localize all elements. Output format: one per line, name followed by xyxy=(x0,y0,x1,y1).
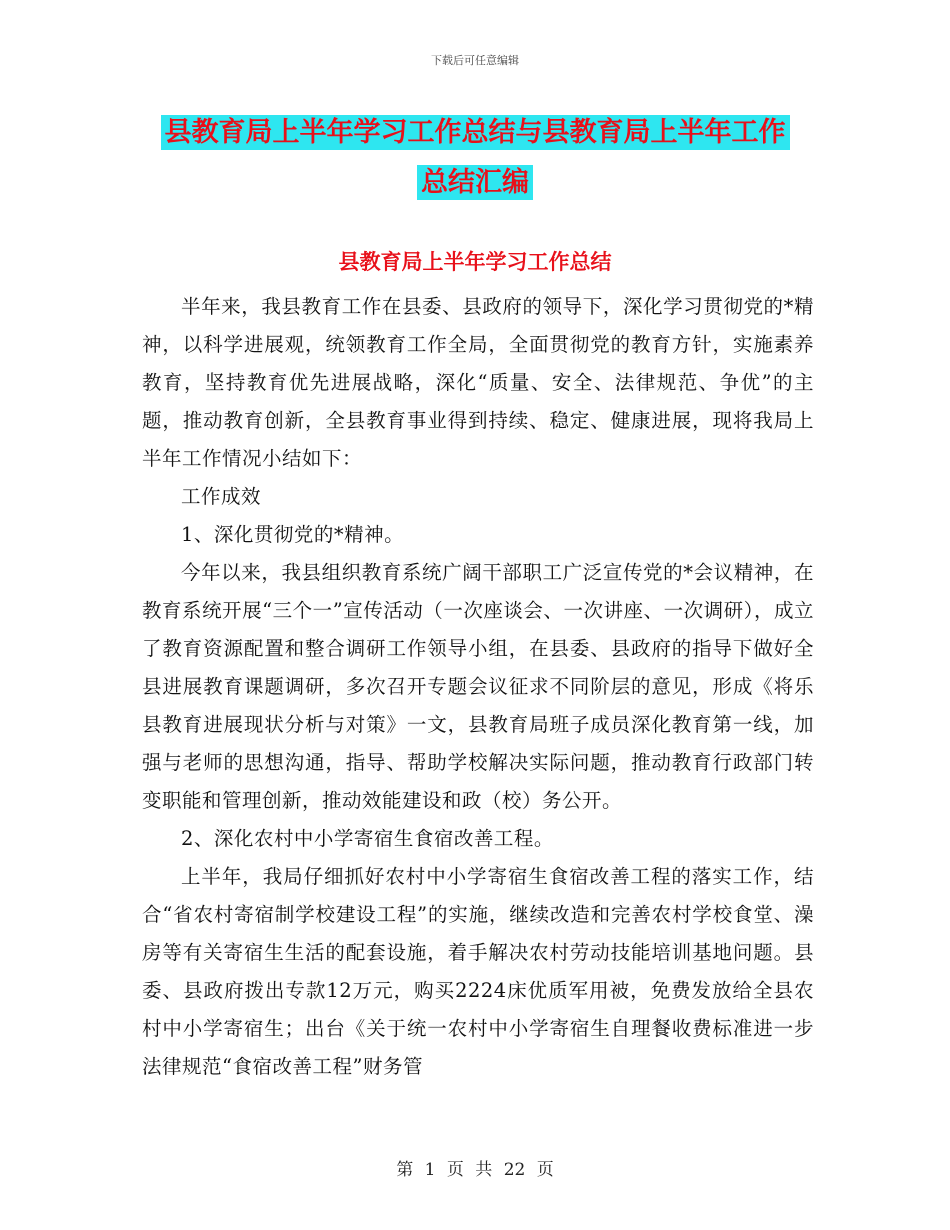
document-body xyxy=(142,288,814,1086)
document-title xyxy=(140,108,810,208)
body-paragraph: 半年来，我县教育工作在县委、县政府的领导下，深化学习贯彻党的*精神，以科学进展观，统领教育工作全局，全面贯彻党的教育方针，实施素养教育，坚持教育优先进展战略，深化“质量、安全、法律规范、争优”的主题，推动教育创新，全县教育事业得到持续、稳定、健康进展，现将我局上半年工作情况小结如下： xyxy=(142,295,814,470)
document-title-line-2: 总结汇编 xyxy=(417,165,533,200)
header-note: 下载后可任意编辑 xyxy=(431,54,519,67)
page-number: 第 1 页 共 22 页 xyxy=(396,1160,554,1180)
document-title-line-1: 县教育局上半年学习工作总结与县教育局上半年工作 xyxy=(161,115,790,150)
body-paragraph: 今年以来，我县组织教育系统广阔干部职工广泛宣传党的*会议精神，在教育系统开展“三个一”宣传活动（一次座谈会、一次讲座、一次调研），成立了教育资源配置和整合调研工作领导小组，在县委、县政府的指导下做好全县进展教育课题调研，多次召开专题会议征求不同阶层的意见，形成《将乐县教育进展现状分析与对策》一文，县教育局班子成员深化教育第一线，加强与老师的思想沟通，指导、帮助学校解决实际问题，推动教育行政部门转变职能和管理创新，推动效能建设和政（校）务公开。 xyxy=(142,561,814,812)
body-paragraph: 1、深化贯彻党的*精神。 xyxy=(181,523,405,546)
body-paragraph: 上半年，我局仔细抓好农村中小学寄宿生食宿改善工程的落实工作，结合“省农村寄宿制学校建设工程”的实施，继续改造和完善农村学校食堂、澡房等有关寄宿生生活的配套设施，着手解决农村劳动技能培训基地问题。县委、县政府拨出专款12万元，购买2224床优质军用被，免费发放给全县农村中小学寄宿生；出台《关于统一农村中小学寄宿生自理餐收费标准进一步法律规范“食宿改善工程”财务管 xyxy=(142,865,814,1078)
body-paragraph: 2、深化农村中小学寄宿生食宿改善工程。 xyxy=(181,827,554,850)
body-paragraph: 工作成效 xyxy=(181,485,262,508)
section-title: 县教育局上半年学习工作总结 xyxy=(338,249,612,274)
